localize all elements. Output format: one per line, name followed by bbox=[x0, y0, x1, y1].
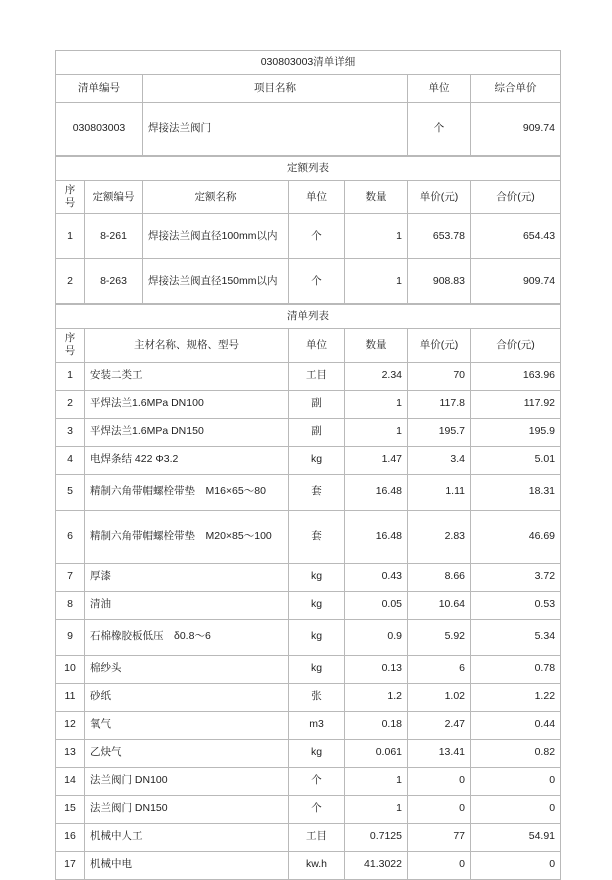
table-row bbox=[56, 446, 561, 474]
material-total: 195.9 bbox=[471, 418, 561, 446]
quota-header-row bbox=[56, 181, 561, 214]
material-unit: m3 bbox=[289, 711, 345, 739]
material-price: 3.4 bbox=[408, 446, 471, 474]
material-total: 117.92 bbox=[471, 390, 561, 418]
quota-name: 焊接法兰阀直径150mm以内 bbox=[143, 259, 289, 304]
quota-unit: 个 bbox=[289, 214, 345, 259]
quota-header-price: 单价(元) bbox=[408, 181, 471, 214]
material-qty: 1 bbox=[345, 767, 408, 795]
material-unit: kg bbox=[289, 739, 345, 767]
table-row bbox=[56, 711, 561, 739]
table-row bbox=[56, 259, 561, 304]
material-total: 0 bbox=[471, 767, 561, 795]
material-no: 5 bbox=[56, 474, 85, 510]
summary-unit-price: 909.74 bbox=[471, 103, 561, 156]
material-price: 5.92 bbox=[408, 619, 471, 655]
quota-code: 8-261 bbox=[85, 214, 143, 259]
summary-header-unit: 单位 bbox=[408, 75, 471, 103]
quota-header-qty: 数量 bbox=[345, 181, 408, 214]
table-row bbox=[56, 655, 561, 683]
material-no: 8 bbox=[56, 591, 85, 619]
material-total: 1.22 bbox=[471, 683, 561, 711]
quota-price: 653.78 bbox=[408, 214, 471, 259]
material-name: 法兰阀门 DN150 bbox=[85, 795, 289, 823]
material-no: 10 bbox=[56, 655, 85, 683]
material-qty: 0.9 bbox=[345, 619, 408, 655]
table-row bbox=[56, 390, 561, 418]
material-total: 3.72 bbox=[471, 563, 561, 591]
material-unit: kg bbox=[289, 619, 345, 655]
material-header-qty: 数量 bbox=[345, 329, 408, 362]
material-name: 平焊法兰1.6MPa DN150 bbox=[85, 418, 289, 446]
material-total: 0.53 bbox=[471, 591, 561, 619]
material-price: 8.66 bbox=[408, 563, 471, 591]
material-price: 10.64 bbox=[408, 591, 471, 619]
material-no: 16 bbox=[56, 823, 85, 851]
page-title: 030803003清单详细 bbox=[56, 51, 561, 75]
material-qty: 41.3022 bbox=[345, 851, 408, 879]
quota-no: 1 bbox=[56, 214, 85, 259]
material-unit: 套 bbox=[289, 510, 345, 563]
material-qty: 0.061 bbox=[345, 739, 408, 767]
material-unit: kw.h bbox=[289, 851, 345, 879]
material-unit: 套 bbox=[289, 474, 345, 510]
material-price: 1.02 bbox=[408, 683, 471, 711]
material-total: 5.34 bbox=[471, 619, 561, 655]
summary-row bbox=[56, 103, 561, 156]
summary-header-price: 综合单价 bbox=[471, 75, 561, 103]
material-price: 13.41 bbox=[408, 739, 471, 767]
material-table bbox=[55, 304, 561, 879]
material-price: 117.8 bbox=[408, 390, 471, 418]
material-no: 9 bbox=[56, 619, 85, 655]
table-row bbox=[56, 362, 561, 390]
material-name: 电焊条结 422 Φ3.2 bbox=[85, 446, 289, 474]
material-unit: 工目 bbox=[289, 362, 345, 390]
material-unit: kg bbox=[289, 563, 345, 591]
material-no: 2 bbox=[56, 390, 85, 418]
material-price: 6 bbox=[408, 655, 471, 683]
material-header-no: 序号 bbox=[56, 329, 85, 362]
material-total: 0 bbox=[471, 795, 561, 823]
table-row bbox=[56, 767, 561, 795]
summary-header-row bbox=[56, 75, 561, 103]
summary-header-name: 项目名称 bbox=[143, 75, 408, 103]
table-row bbox=[56, 683, 561, 711]
material-price: 0 bbox=[408, 767, 471, 795]
quota-qty: 1 bbox=[345, 259, 408, 304]
quota-code: 8-263 bbox=[85, 259, 143, 304]
material-price: 2.83 bbox=[408, 510, 471, 563]
material-name: 精制六角带帽螺栓带垫 M16×65～80 bbox=[85, 474, 289, 510]
table-row bbox=[56, 795, 561, 823]
summary-table bbox=[55, 50, 561, 156]
material-name: 砂纸 bbox=[85, 683, 289, 711]
detail-sheet bbox=[55, 50, 560, 880]
material-price: 0 bbox=[408, 851, 471, 879]
material-total: 5.01 bbox=[471, 446, 561, 474]
material-qty: 1 bbox=[345, 390, 408, 418]
material-name: 精制六角带帽螺栓带垫 M20×85～100 bbox=[85, 510, 289, 563]
material-unit: 副 bbox=[289, 418, 345, 446]
quota-total: 654.43 bbox=[471, 214, 561, 259]
table-row bbox=[56, 619, 561, 655]
material-unit: 副 bbox=[289, 390, 345, 418]
material-qty: 16.48 bbox=[345, 474, 408, 510]
quota-header-no: 序号 bbox=[56, 181, 85, 214]
material-unit: kg bbox=[289, 591, 345, 619]
material-header-unit: 单位 bbox=[289, 329, 345, 362]
material-total: 0 bbox=[471, 851, 561, 879]
quota-name: 焊接法兰阀直径100mm以内 bbox=[143, 214, 289, 259]
material-qty: 1.2 bbox=[345, 683, 408, 711]
summary-unit: 个 bbox=[408, 103, 471, 156]
material-price: 77 bbox=[408, 823, 471, 851]
table-row bbox=[56, 823, 561, 851]
material-name: 厚漆 bbox=[85, 563, 289, 591]
material-price: 1.11 bbox=[408, 474, 471, 510]
material-no: 1 bbox=[56, 362, 85, 390]
material-name: 乙炔气 bbox=[85, 739, 289, 767]
material-no: 17 bbox=[56, 851, 85, 879]
quota-header-name: 定额名称 bbox=[143, 181, 289, 214]
material-header-total: 合价(元) bbox=[471, 329, 561, 362]
table-row bbox=[56, 591, 561, 619]
material-no: 4 bbox=[56, 446, 85, 474]
material-header-price: 单价(元) bbox=[408, 329, 471, 362]
material-unit: 张 bbox=[289, 683, 345, 711]
material-qty: 0.13 bbox=[345, 655, 408, 683]
material-no: 13 bbox=[56, 739, 85, 767]
material-unit: 工目 bbox=[289, 823, 345, 851]
material-qty: 1 bbox=[345, 795, 408, 823]
material-qty: 2.34 bbox=[345, 362, 408, 390]
table-row bbox=[56, 474, 561, 510]
material-price: 195.7 bbox=[408, 418, 471, 446]
material-name: 氧气 bbox=[85, 711, 289, 739]
material-no: 14 bbox=[56, 767, 85, 795]
material-section-title-row bbox=[56, 305, 561, 329]
material-header-row bbox=[56, 329, 561, 362]
material-header-name: 主材名称、规格、型号 bbox=[85, 329, 289, 362]
quota-section-title-row bbox=[56, 157, 561, 181]
material-no: 12 bbox=[56, 711, 85, 739]
material-name: 安装二类工 bbox=[85, 362, 289, 390]
material-unit: kg bbox=[289, 446, 345, 474]
material-qty: 16.48 bbox=[345, 510, 408, 563]
quota-header-total: 合价(元) bbox=[471, 181, 561, 214]
material-qty: 0.7125 bbox=[345, 823, 408, 851]
material-total: 46.69 bbox=[471, 510, 561, 563]
quota-section-title: 定额列表 bbox=[56, 157, 561, 181]
material-total: 54.91 bbox=[471, 823, 561, 851]
material-name: 机械中电 bbox=[85, 851, 289, 879]
table-row bbox=[56, 214, 561, 259]
material-name: 棉纱头 bbox=[85, 655, 289, 683]
material-name: 法兰阀门 DN100 bbox=[85, 767, 289, 795]
material-no: 11 bbox=[56, 683, 85, 711]
material-no: 15 bbox=[56, 795, 85, 823]
material-total: 0.78 bbox=[471, 655, 561, 683]
document-title-row bbox=[56, 51, 561, 75]
material-price: 70 bbox=[408, 362, 471, 390]
material-unit: 个 bbox=[289, 767, 345, 795]
material-section-title: 清单列表 bbox=[56, 305, 561, 329]
quota-qty: 1 bbox=[345, 214, 408, 259]
quota-table bbox=[55, 156, 561, 304]
quota-header-code: 定额编号 bbox=[85, 181, 143, 214]
quota-unit: 个 bbox=[289, 259, 345, 304]
material-total: 18.31 bbox=[471, 474, 561, 510]
material-no: 3 bbox=[56, 418, 85, 446]
table-row bbox=[56, 851, 561, 879]
table-row bbox=[56, 739, 561, 767]
material-no: 7 bbox=[56, 563, 85, 591]
summary-code: 030803003 bbox=[56, 103, 143, 156]
material-name: 平焊法兰1.6MPa DN100 bbox=[85, 390, 289, 418]
summary-header-code: 清单编号 bbox=[56, 75, 143, 103]
table-row bbox=[56, 563, 561, 591]
material-qty: 0.18 bbox=[345, 711, 408, 739]
table-row bbox=[56, 418, 561, 446]
quota-header-unit: 单位 bbox=[289, 181, 345, 214]
material-price: 2.47 bbox=[408, 711, 471, 739]
material-unit: kg bbox=[289, 655, 345, 683]
material-unit: 个 bbox=[289, 795, 345, 823]
table-row bbox=[56, 510, 561, 563]
material-no: 6 bbox=[56, 510, 85, 563]
material-qty: 1.47 bbox=[345, 446, 408, 474]
material-qty: 1 bbox=[345, 418, 408, 446]
material-price: 0 bbox=[408, 795, 471, 823]
material-total: 0.82 bbox=[471, 739, 561, 767]
material-name: 机械中人工 bbox=[85, 823, 289, 851]
quota-price: 908.83 bbox=[408, 259, 471, 304]
material-name: 清油 bbox=[85, 591, 289, 619]
material-name: 石棉橡胶板低压 δ0.8～6 bbox=[85, 619, 289, 655]
material-total: 0.44 bbox=[471, 711, 561, 739]
quota-total: 909.74 bbox=[471, 259, 561, 304]
quota-no: 2 bbox=[56, 259, 85, 304]
summary-name: 焊接法兰阀门 bbox=[143, 103, 408, 156]
material-qty: 0.43 bbox=[345, 563, 408, 591]
material-total: 163.96 bbox=[471, 362, 561, 390]
material-qty: 0.05 bbox=[345, 591, 408, 619]
